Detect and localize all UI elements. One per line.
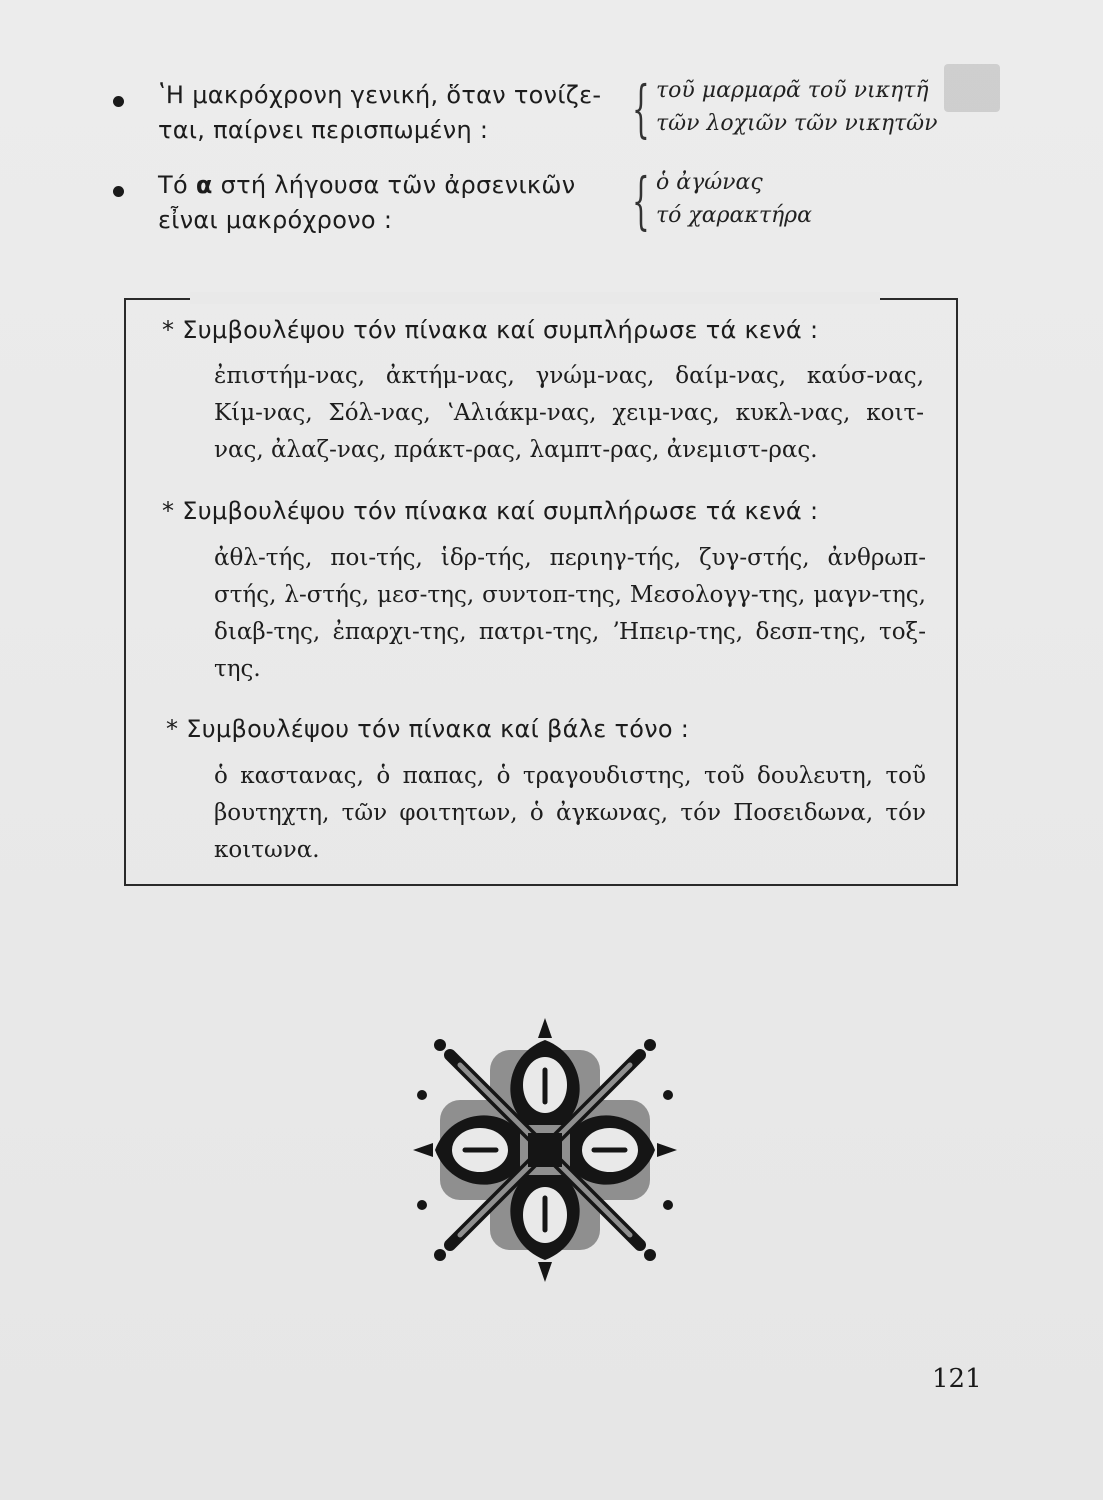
- rule-2-text: [158, 168, 575, 238]
- rule-2-line-2: εἶναι μακρόχρονο :: [158, 206, 393, 234]
- rule-2-line-1: Τό α στή λήγουσα τῶν ἀρσενικῶν: [158, 171, 576, 199]
- rule-2-example-2: τό χαρακτήρα: [656, 203, 812, 228]
- rule-1-example-1: τοῦ μαρμαρᾶ τοῦ νικητῆ: [656, 78, 929, 103]
- rule-1-line-1: ʽΗ μακρόχρονη γενική, ὅταν τονίζε-: [158, 81, 602, 109]
- bold-letter: α: [195, 171, 213, 199]
- box-frame-gap: [190, 292, 880, 304]
- exercise-2-instruction: * Συμβουλέψου τόν πίνακα καί συμπλήρωσε τά κενά :: [162, 497, 819, 525]
- rule-1-line-2: ται, παίρνει περισπωμένη :: [158, 116, 489, 144]
- rule-1-examples: [656, 74, 938, 140]
- bullet-icon: [113, 186, 124, 197]
- bullet-icon: [113, 96, 124, 107]
- page-number: 121: [932, 1364, 982, 1394]
- exercise-1-words: ἐπιστήμ-νας, ἀκτήμ-νας, γνώμ-νας, δαίμ-νας, καύσ-νας, Κίμ-νας, Σόλ-νας, ʽΑλιάκμ-νας, χειμ-νας, κυκλ-νας, κοιτ-νας, ἀλαζ-νας, πράκτ-ρας, λαμπτ-ρας, ἀνεμιστ-ρας.: [214, 363, 924, 463]
- greek-folk-ornament-icon: [410, 1010, 680, 1290]
- brace-icon: {: [632, 164, 650, 237]
- rule-2-example-1: ὁ ἀγώνας: [656, 170, 763, 195]
- brace-icon: {: [632, 72, 650, 145]
- rule-2-examples: [656, 166, 812, 232]
- exercise-2-words: ἀθλ-τής, ποι-τής, ἱδρ-τής, περιηγ-τής, ζυγ-στής, ἀνθρωπ-στής, λ-στής, μεσ-της, συντοπ-της, Μεσολογγ-της, μαγν-της, διαβ-της, ἐπαρχι-της, πατρι-της, ʼΗπειρ-της, δεσπ-της, τοξ-της.: [214, 545, 926, 682]
- bleed-through-tab: [944, 64, 1000, 112]
- exercise-3-words: ὁ καστανας, ὁ παπας, ὁ τραγουδιστης, τοῦ δουλευτη, τοῦ βουτηχτη, τῶν φοιτητων, ὁ ἀγκωνας, τόν Ποσειδωνα, τόν κοιτωνα.: [214, 763, 926, 863]
- exercise-1-instruction: * Συμβουλέψου τόν πίνακα καί συμπλήρωσε τά κενά :: [162, 316, 819, 344]
- exercise-3-instruction: * Συμβουλέψου τόν πίνακα καί βάλε τόνο :: [166, 715, 690, 743]
- rule-1-text: [158, 78, 601, 148]
- rule-1-example-2: τῶν λοχιῶν τῶν νικητῶν: [656, 111, 938, 136]
